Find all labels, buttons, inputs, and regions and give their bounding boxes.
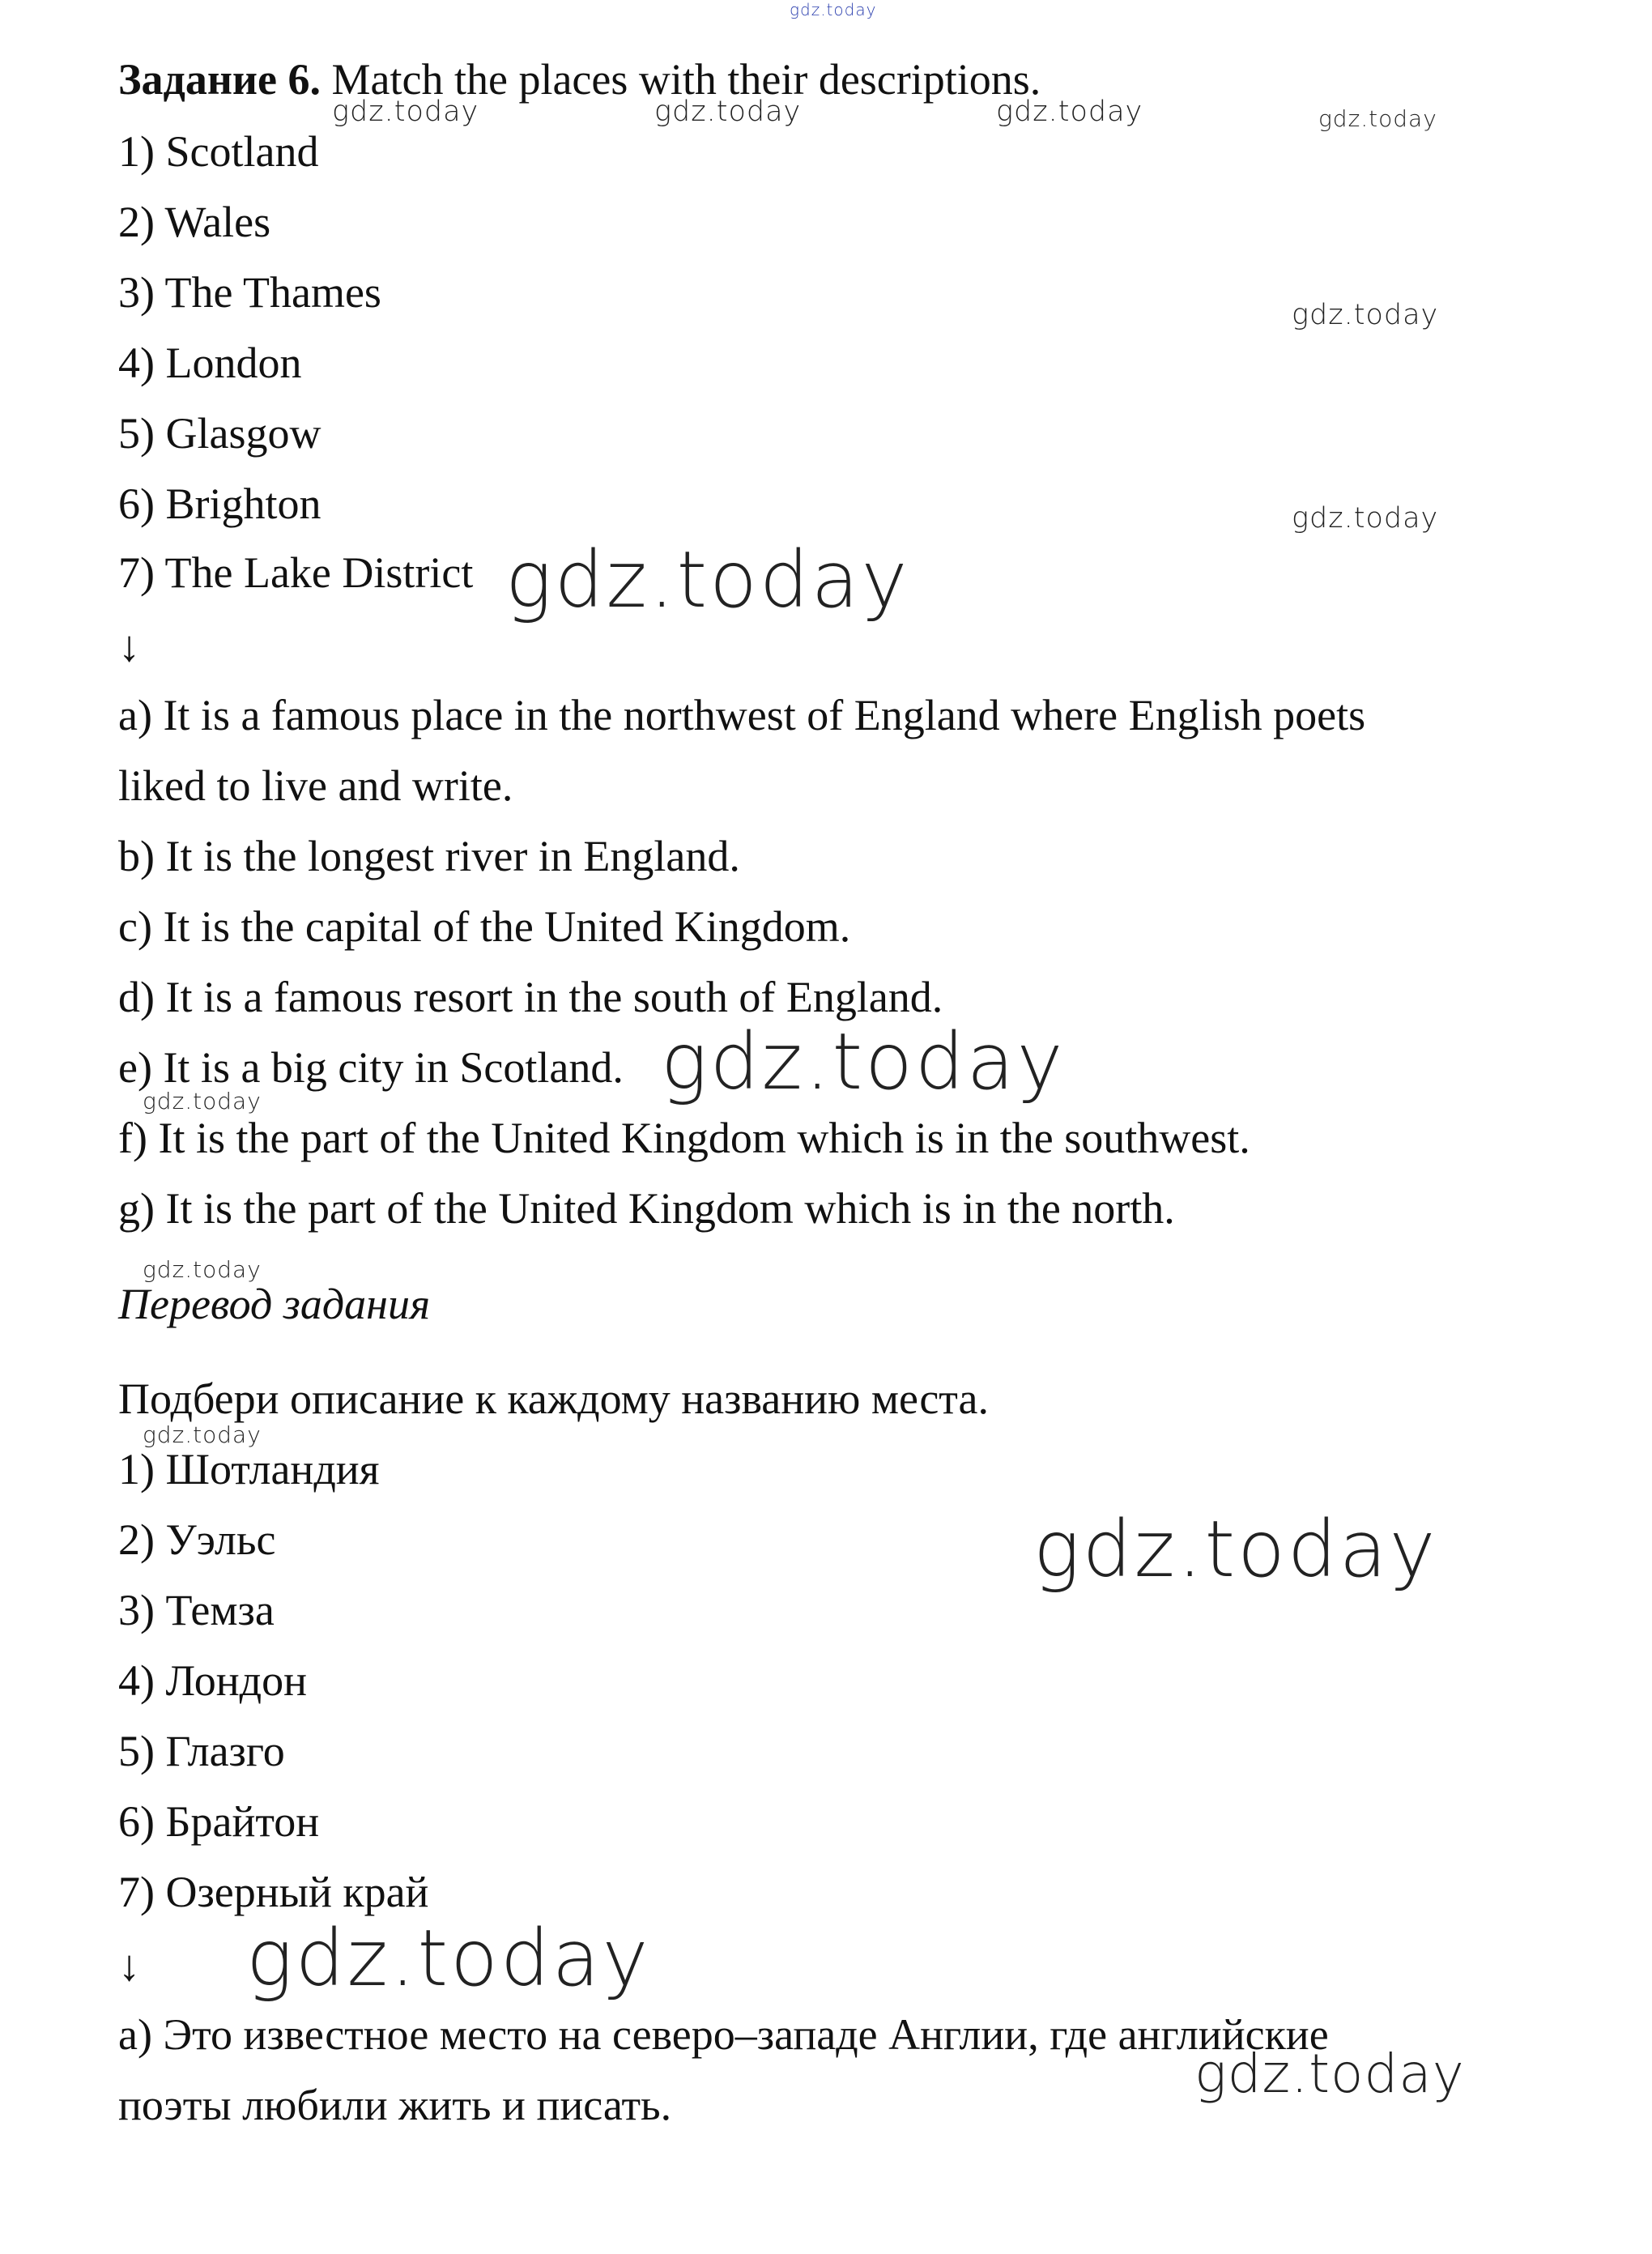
task-heading [118,55,1041,104]
translation-instruction: Подбери описание к каждому названию места. [118,1374,990,1423]
watermark: gdz.today [1194,2043,1465,2105]
watermark: gdz.today [654,96,802,128]
watermark: gdz.today [143,1421,262,1448]
place-item: 2) Wales [118,198,271,246]
watermark: gdz.today [505,535,910,625]
watermark: gdz.today [1033,1504,1438,1595]
description-item: f) It is the part of the United Kingdom which is in the southwest. [118,1114,1250,1162]
watermark: gdz.today [1318,105,1437,132]
down-arrow: ↓ [118,1941,140,1990]
translation-place-item: 1) Шотландия [118,1445,380,1493]
description-item: d) It is a famous resort in the south of England. [118,973,943,1021]
watermark: gdz.today [143,1088,262,1114]
watermark: gdz.today [143,1256,262,1283]
place-item: 5) Glasgow [118,409,321,458]
watermark: gdz.today [332,96,479,128]
translation-description-item: поэты любили жить и писать. [118,2081,672,2129]
translation-place-item: 4) Лондон [118,1656,308,1705]
place-item: 3) The Thames [118,268,381,317]
place-item: 6) Brighton [118,479,321,528]
description-item: g) It is the part of the United Kingdom which is in the north. [118,1184,1175,1233]
watermark: gdz.today [661,1016,1066,1107]
watermark: gdz.today [1292,299,1439,331]
down-arrow: ↓ [118,622,140,671]
place-item: 1) Scotland [118,127,319,176]
task-instruction: Match the places with their descriptions. [321,55,1041,104]
description-item: liked to live and write. [118,761,513,810]
description-item: c) It is the capital of the United Kingdom. [118,902,851,951]
translation-place-item: 3) Темза [118,1586,275,1634]
watermark: gdz.today [246,1913,651,2004]
task-number: Задание 6. [118,55,321,104]
translation-place-item: 5) Глазго [118,1727,285,1775]
place-item: 4) London [118,339,302,387]
watermark: gdz.today [1292,502,1439,535]
description-item: e) It is a big city in Scotland. [118,1043,624,1092]
description-item: a) It is a famous place in the northwest of England where English poets [118,691,1366,739]
translation-title: Перевод задания [118,1280,431,1328]
watermark: gdz.today [996,96,1143,128]
description-item: b) It is the longest river in England. [118,832,740,880]
translation-place-item: 2) Уэльс [118,1515,276,1564]
watermark-top: gdz.today [790,0,877,19]
translation-place-item: 6) Брайтон [118,1797,320,1846]
translation-description-item: а) Это известное место на северо–западе Англии, где английские [118,2010,1329,2059]
translation-place-item: 7) Озерный край [118,1868,429,1916]
place-item: 7) The Lake District [118,548,474,597]
